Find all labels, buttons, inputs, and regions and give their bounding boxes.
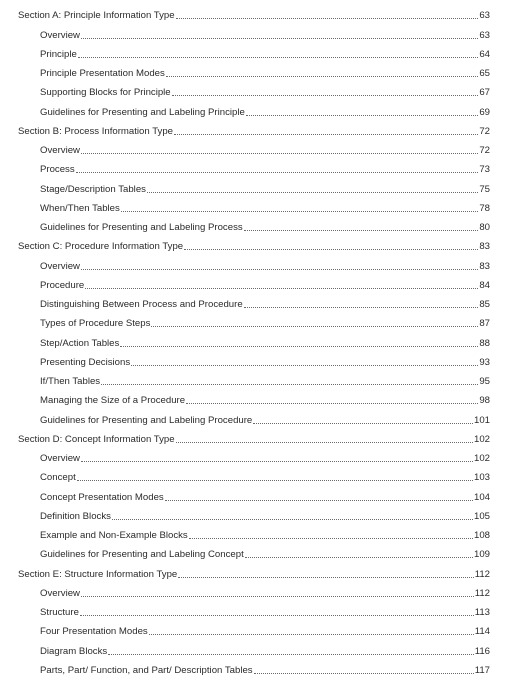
toc-section-entry[interactable] (18, 121, 490, 140)
toc-subsection-entry[interactable] (40, 294, 490, 313)
toc-entry-page-number: 101 (473, 414, 490, 426)
toc-entry-page-number: 112 (474, 587, 490, 599)
toc-entry-page-number: 75 (479, 183, 490, 195)
toc-subsection-entry[interactable] (40, 583, 490, 602)
dot-leader (184, 249, 478, 250)
toc-entry-page-number: 73 (479, 164, 490, 176)
toc-entry-title: Four Presentation Modes (40, 626, 148, 638)
toc-entry-title: Parts, Part/ Function, and Part/ Description Tables (40, 664, 253, 676)
toc-entry-page-number: 65 (479, 68, 490, 79)
toc-subsection-entry[interactable] (40, 140, 490, 159)
dot-leader (172, 95, 479, 96)
dot-leader (81, 38, 478, 39)
toc-subsection-entry[interactable] (40, 621, 490, 640)
toc-entry-title: Overview (40, 145, 80, 156)
toc-subsection-entry[interactable] (40, 506, 490, 525)
toc-entry-title: Section D: Concept Information Type (18, 433, 175, 445)
toc-entry-title: Section E: Structure Information Type (18, 568, 178, 580)
toc-subsection-entry[interactable] (40, 486, 490, 505)
toc-entry-page-number: 102 (473, 433, 490, 445)
toc-subsection-entry[interactable] (40, 217, 490, 236)
toc-entry-title: Overview (40, 29, 80, 41)
toc-entry-title: Structure (40, 607, 79, 618)
dot-leader (81, 461, 473, 462)
toc-entry-page-number: 93 (479, 356, 490, 368)
toc-entry-title: If/Then Tables (40, 376, 101, 387)
toc-section-entry[interactable] (18, 563, 490, 582)
dot-leader (254, 673, 474, 674)
dot-leader (101, 384, 478, 385)
dot-leader (147, 192, 478, 193)
toc-entry-page-number: 83 (479, 260, 490, 272)
toc-entry-title: Guidelines for Presenting and Labeling Concept (40, 549, 244, 561)
toc-entry-title: Step/Action Tables (40, 337, 120, 349)
dot-leader (81, 269, 478, 270)
toc-subsection-entry[interactable] (40, 390, 490, 409)
toc-entry-title: Diagram Blocks (40, 645, 108, 657)
toc-entry-title: Overview (40, 260, 80, 272)
toc-subsection-entry[interactable] (40, 44, 490, 63)
dot-leader (244, 230, 479, 231)
dot-leader (166, 76, 479, 77)
toc-entry-title: Overview (40, 587, 80, 599)
toc-entry-title: Managing the Size of a Procedure (40, 395, 186, 407)
toc-entry-title: Stage/Description Tables (40, 183, 146, 195)
toc-entry-page-number: 95 (479, 376, 490, 387)
toc-subsection-entry[interactable] (40, 275, 490, 294)
dot-leader (174, 134, 478, 135)
dot-leader (76, 172, 479, 173)
toc-subsection-entry[interactable] (40, 352, 490, 371)
dot-leader (78, 57, 479, 58)
dot-leader (149, 634, 474, 635)
dot-leader (85, 288, 478, 289)
toc-entry-title: Concept Presentation Modes (40, 491, 164, 503)
toc-section-entry[interactable] (18, 429, 490, 448)
dot-leader (120, 346, 478, 347)
toc-entry-page-number: 102 (473, 453, 490, 464)
toc-entry-page-number: 63 (479, 29, 490, 41)
toc-entry-page-number: 98 (479, 395, 490, 407)
toc-entry-page-number: 84 (479, 279, 490, 291)
toc-subsection-entry[interactable] (40, 544, 490, 563)
toc-subsection-entry[interactable] (40, 602, 490, 621)
toc-entry-title: Types of Procedure Steps (40, 318, 151, 330)
toc-entry-page-number: 112 (474, 568, 490, 580)
toc-entry-title: Guidelines for Presenting and Labeling Procedure (40, 414, 253, 426)
toc-subsection-entry[interactable] (40, 198, 490, 217)
dot-leader (178, 577, 473, 578)
dot-leader (253, 423, 473, 424)
toc-subsection-entry[interactable] (40, 409, 490, 428)
toc-entry-title: Concept (40, 472, 76, 484)
toc-entry-page-number: 117 (474, 664, 490, 676)
toc-entry-page-number: 85 (479, 299, 490, 310)
toc-section-entry[interactable] (18, 5, 490, 24)
toc-entry-title: Presenting Decisions (40, 356, 131, 368)
toc-entry-title: Section B: Process Information Type (18, 125, 173, 137)
toc-entry-title: Guidelines for Presenting and Labeling Process (40, 222, 243, 233)
dot-leader (189, 538, 473, 539)
dot-leader (112, 519, 473, 520)
toc-subsection-entry[interactable] (40, 332, 490, 351)
toc-entry-title: Example and Non-Example Blocks (40, 530, 188, 541)
toc-subsection-entry[interactable] (40, 660, 490, 679)
dot-leader (246, 115, 479, 116)
toc-entry-title: Definition Blocks (40, 510, 111, 522)
toc-subsection-entry[interactable] (40, 467, 490, 486)
toc-entry-page-number: 113 (474, 607, 490, 618)
dot-leader (176, 442, 473, 443)
dot-leader (176, 18, 479, 19)
toc-subsection-entry[interactable] (40, 525, 490, 544)
dot-leader (131, 365, 478, 366)
toc-entry-page-number: 103 (473, 472, 490, 484)
toc-section-entry[interactable] (18, 236, 490, 255)
toc-subsection-entry[interactable] (40, 82, 490, 101)
dot-leader (121, 211, 479, 212)
toc-entry-page-number: 109 (473, 549, 490, 561)
toc-entry-title: Process (40, 164, 75, 176)
toc-subsection-entry[interactable] (40, 159, 490, 178)
toc-entry-title: Guidelines for Presenting and Labeling Principle (40, 106, 245, 118)
toc-entry-title: Principle Presentation Modes (40, 68, 165, 79)
toc-entry-title: Principle (40, 48, 77, 60)
dot-leader (108, 654, 474, 655)
toc-subsection-entry[interactable] (40, 178, 490, 197)
toc-subsection-entry[interactable] (40, 313, 490, 332)
toc-entry-title: Section A: Principle Information Type (18, 10, 175, 22)
toc-entry-page-number: 72 (479, 125, 490, 137)
dot-leader (244, 307, 479, 308)
toc-entry-page-number: 69 (479, 106, 490, 118)
toc-entry-title: Supporting Blocks for Principle (40, 87, 171, 99)
toc-entry-title: Overview (40, 453, 80, 464)
dot-leader (81, 596, 474, 597)
toc-entry-page-number: 104 (473, 491, 490, 503)
toc-entry-page-number: 108 (473, 530, 490, 541)
dot-leader (186, 403, 478, 404)
dot-leader (165, 500, 473, 501)
dot-leader (77, 480, 473, 481)
toc-entry-page-number: 114 (474, 626, 490, 638)
toc-entry-page-number: 63 (479, 10, 490, 22)
toc-subsection-entry[interactable] (40, 63, 490, 82)
toc-entry-title: Distinguishing Between Process and Procedure (40, 299, 243, 310)
toc-entry-title: When/Then Tables (40, 202, 120, 214)
dot-leader (151, 326, 478, 327)
toc-entry-page-number: 80 (479, 222, 490, 233)
toc-entry-page-number: 78 (479, 202, 490, 214)
toc-subsection-entry[interactable] (40, 255, 490, 274)
toc-subsection-entry[interactable] (40, 640, 490, 659)
toc-entry-page-number: 88 (479, 337, 490, 349)
toc-entry-page-number: 87 (479, 318, 490, 330)
toc-entry-title: Procedure (40, 279, 85, 291)
dot-leader (81, 153, 478, 154)
toc-entry-page-number: 67 (479, 87, 490, 99)
toc-entry-page-number: 64 (479, 48, 490, 60)
toc-subsection-entry[interactable] (40, 448, 490, 467)
toc-entry-page-number: 116 (474, 645, 490, 657)
toc-entry-page-number: 105 (473, 510, 490, 522)
toc-entry-title: Section C: Procedure Information Type (18, 241, 184, 253)
toc-entry-page-number: 83 (479, 241, 490, 253)
toc-subsection-entry[interactable] (40, 371, 490, 390)
dot-leader (245, 557, 473, 558)
toc-subsection-entry[interactable] (40, 101, 490, 120)
toc-entry-page-number: 72 (479, 145, 490, 156)
dot-leader (80, 615, 474, 616)
toc-subsection-entry[interactable] (40, 24, 490, 43)
